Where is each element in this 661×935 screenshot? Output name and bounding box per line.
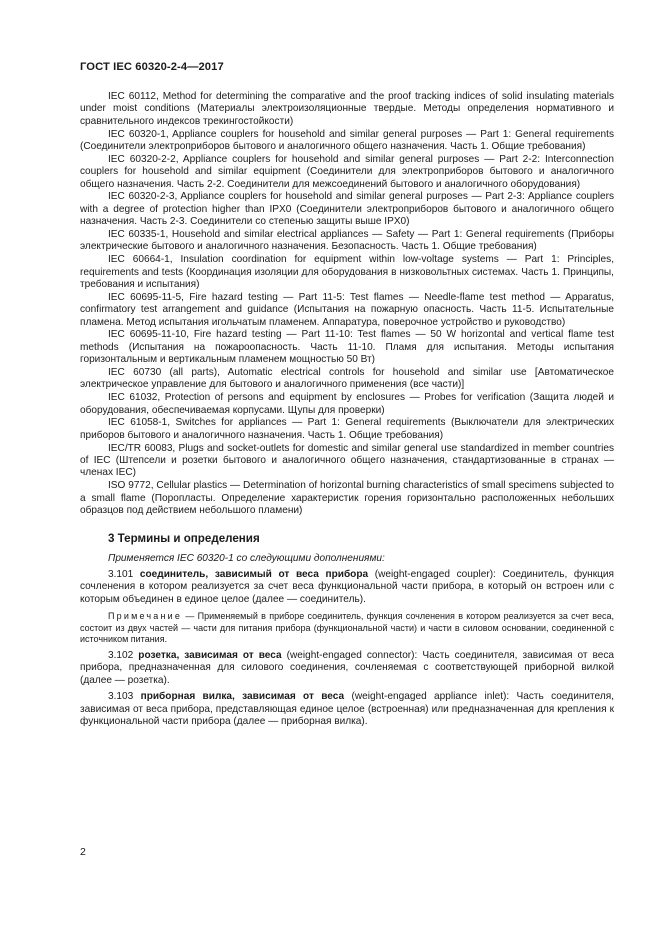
reference-item: IEC 60112, Method for determining the comparative and the proof tracking indices of solid insulating materials under moist conditions (Материалы электроизоляционные твердые. Методы определения нормативного и сравнительного индексов трекингостойкости) [80,91,614,127]
term-name: соединитель, зависимый от веса прибора [139,568,369,580]
reference-item: IEC 60695-11-10, Fire hazard testing — Part 11-10: Test flames — 50 W horizontal and vertical flame test methods (Испытания на пожароопасность. Часть 11-10. Пламя для испытания. Методы испытания горизонтальным и вертикальным пламенем мощностью 50 Вт) [80,329,614,366]
reference-item: IEC 60730 (all parts), Automatic electrical controls for household and similar use [Автоматическое электрическое управление для бытового и аналогичного применения (все части)] [80,367,614,391]
reference-item: IEC 60320-2-2, Appliance couplers for household and similar general purposes — Part 2-2: Interconnection couplers for household and similar equipment (Соединители для электроприборов бытового и аналогичного общего назначения. Часть 2-2. Соединители для межсоединений бытового и аналогичного оборудования) [80,153,614,190]
reference-item: IEC 60695-11-5, Fire hazard testing — Part 11-5: Test flames — Needle-flame test method — Apparatus, confirmatory test arrangement and guidance (Испытания на пожарную опасность. Часть 11-5. Испытательные пламена. Метод испытания игольчатым пламенем. Аппаратура, поверочное устройство и руководство) [80,291,614,328]
term-definition [80,650,614,687]
reference-item: IEC 61058-1, Switches for appliances — Part 1: General requirements (Выключатели для электрических приборов бытового и аналогичного назначения. Часть 1. Общие требования) [80,417,614,441]
document-header: ГОСТ IEC 60320-2-4—2017 [80,61,224,73]
reference-item: IEC 60664-1, Insulation coordination for equipment within low-voltage systems — Part 1: Principles, requirements and tests (Координация изоляции для оборудования в низковольтных системах. Часть 1. Принципы, требования и испытания) [80,254,614,291]
term-text: (weight-engaged appliance inlet): Часть соединителя, зависимая от веса прибора, представляющая единое целое (встроенная) или предназначенная для крепления к функциональной части прибора (далее — приборная вилка). [80,691,614,727]
section-title: 3 Термины и определения [108,531,260,545]
term-definition [80,569,614,606]
note [80,611,614,646]
reference-item: IEC 60320-2-3, Appliance couplers for household and similar general purposes — Part 2-3: Appliance couplers with a degree of protection higher than IPX0 (Соединители электроприборов бытового и аналогичного общего назначения. Часть 2-3. Соединители со степенью защиты выше IPX0) [80,191,614,228]
note-label: Примечание [108,611,183,622]
section-applies-note: Применяется IEC 60320-1 со следующими дополнениями: [108,552,385,564]
term-number: 3.101 [108,568,134,580]
term-text: (weight-engaged connector): Часть соединителя, зависимая от веса прибора, предназначенная для силового соединения, сочленяемая с соответствующей приборной вилкой (далее — розетка). [80,649,614,686]
term-number: 3.103 [108,691,134,703]
reference-item: IEC/TR 60083, Plugs and socket-outlets for domestic and similar general use standardized in member countries of IEC (Штепсели и розетки бытового и аналогичного общего назначения, стандартизованные в странах — членах IEC) [80,442,614,479]
term-number: 3.102 [108,649,134,661]
term-name: приборная вилка, зависимая от веса [140,691,345,703]
term-definition [80,691,614,728]
page-content [80,91,614,728]
term-name: розетка, зависимая от веса [138,649,282,661]
term-text: (weight-engaged coupler): Соединитель, функция сочленения в котором реализуется за счет веса функциональной части прибора, в который он встроен или с которым объединен в единое целое (далее — соединитель). [80,568,615,605]
normative-references-list [80,91,614,518]
reference-item: ISO 9772, Cellular plastics — Determination of horizontal burning characteristics of small specimens subjected to a small flame (Поропласты. Определение характеристик горения горизонтально расположенных небольших образцов под действием небольшого пламени) [80,480,614,517]
reference-item: IEC 60335-1, Household and similar electrical appliances — Safety — Part 1: General requirements (Приборы электрические бытового и аналогичного назначения. Безопасность. Часть 1. Общие требования) [80,229,614,253]
reference-item: IEC 61032, Protection of persons and equipment by enclosures — Probes for verification (Защита людей и оборудования, обеспечиваемая корпусами. Щупы для проверки) [80,392,614,416]
page-number: 2 [80,846,86,858]
reference-item: IEC 60320-1, Appliance couplers for household and similar general purposes — Part 1: General requirements (Соединители электроприборов бытового и аналогичного общего назначения. Часть 1. Общие требования) [80,128,614,153]
note-text: — Применяемый в приборе соединитель, функция сочленения в котором реализуется за счет веса, состоит из двух частей — части для питания прибора (функциональной части) и части в силовом основании, соединенной с источником питания. [80,611,614,645]
